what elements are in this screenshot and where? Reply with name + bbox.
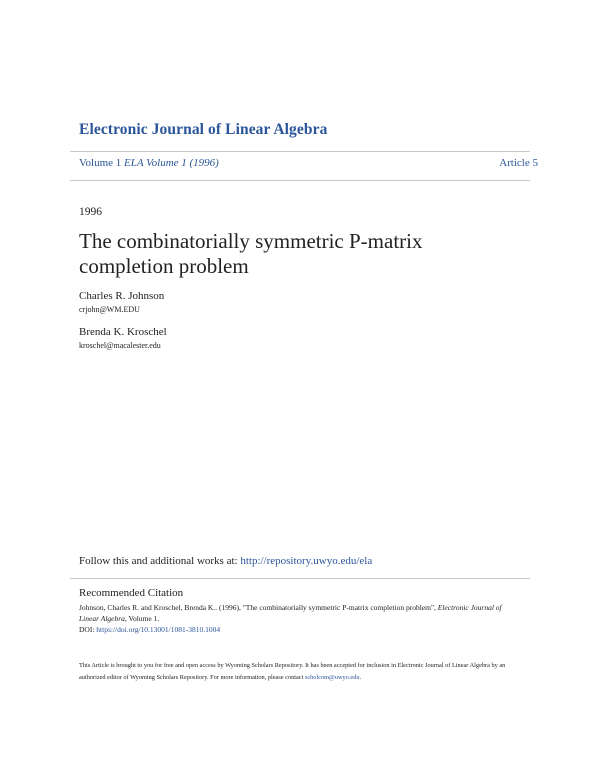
author-email-2: kroschel@macalester.edu (79, 341, 161, 350)
citation-volume: , Volume 1. (124, 614, 160, 623)
author-name-2: Brenda K. Kroschel (79, 326, 167, 338)
recommended-citation-heading: Recommended Citation (79, 587, 184, 599)
author-name-1: Charles R. Johnson (79, 290, 165, 302)
citation-divider (70, 578, 530, 579)
repository-link[interactable]: http://repository.uwyo.edu/ela (240, 555, 373, 567)
volume-italic: ELA Volume 1 (1996) (124, 157, 219, 169)
citation-block (79, 602, 519, 635)
volume-prefix: Volume 1 (79, 157, 122, 169)
header-divider-top (70, 151, 530, 152)
volume-link[interactable] (79, 157, 219, 169)
paper-title: The combinatorially symmetric P-matrix completion problem (79, 229, 423, 278)
contact-email-link[interactable]: scholcom@uwyo.edu (304, 674, 360, 681)
follow-line (79, 555, 372, 567)
footer-text: This Article is brought to you for free and open access by Wyoming Scholars Repository. It has been accepted for inclusion in Electronic Journal of Linear Algebra by an authorized editor of Wyoming Scholars Repository. For more information, please contact (79, 662, 506, 681)
journal-title-link[interactable]: Electronic Journal of Linear Algebra (79, 121, 328, 138)
citation-text: Johnson, Charles R. and Kroschel, Brenda K.. (1996), "The combinatorially symmetric P-matrix completion problem", (79, 603, 438, 612)
doi-label: DOI: (79, 625, 97, 634)
citation-journal: Electronic Journal of Linear Algebra (79, 603, 502, 623)
author-email-1: crjohn@WM.EDU (79, 305, 140, 314)
doi-link[interactable]: https://doi.org/10.13001/1081-3810.1004 (96, 625, 221, 634)
header-divider-bottom (70, 180, 530, 181)
publication-year: 1996 (79, 206, 102, 218)
access-footer-note (79, 660, 529, 684)
footer-end: . (359, 674, 362, 681)
follow-text: Follow this and additional works at: (79, 555, 241, 567)
article-number-link[interactable]: Article 5 (499, 157, 538, 169)
